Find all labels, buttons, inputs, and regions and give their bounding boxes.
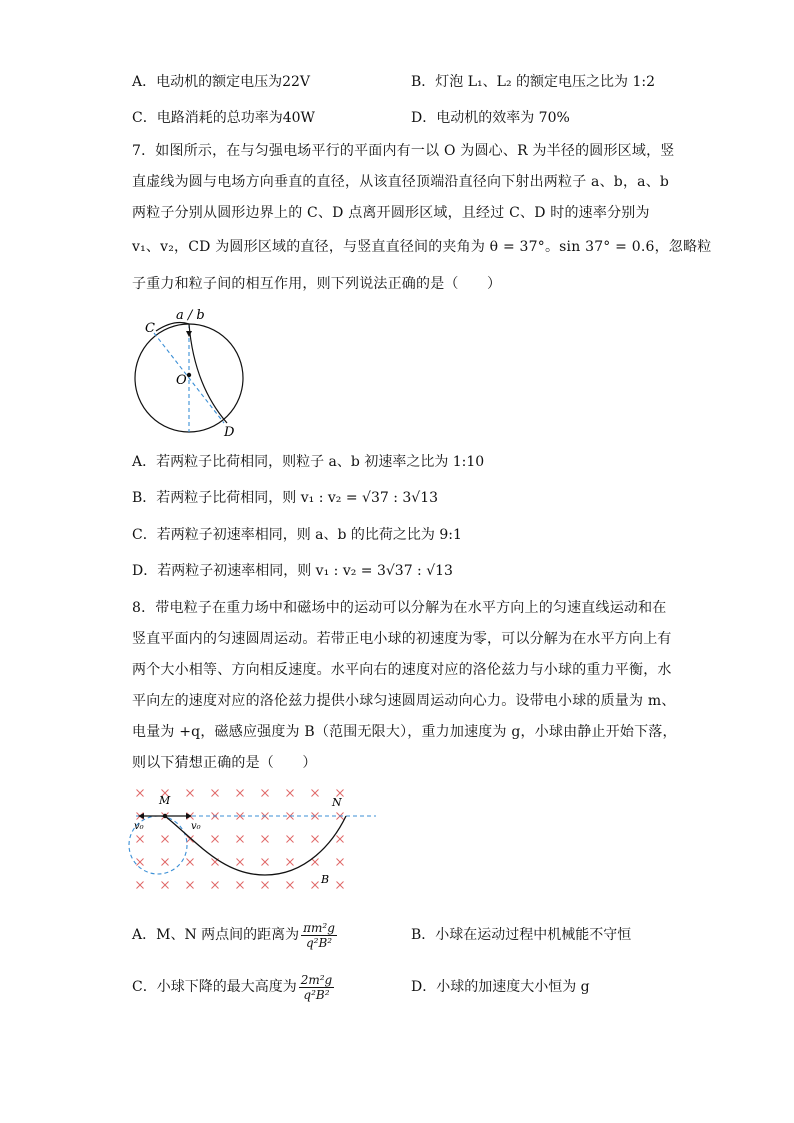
fraction — [299, 973, 335, 1002]
q6-option-d[interactable]: D．电动机的效率为 70% — [411, 110, 570, 126]
fraction — [301, 921, 337, 950]
arrow-right-icon — [186, 813, 192, 819]
q8-option-b[interactable]: B．小球在运动过程中机械能不守恒 — [411, 927, 632, 943]
q7-option-b[interactable]: B．若两粒子比荷相同，则 v₁ : v₂ = √37 : 3√13 — [132, 490, 439, 506]
q8-magnetic-field-figure — [128, 783, 380, 898]
label-d: D — [224, 425, 235, 440]
q8-stem-line-4: 平向左的速度对应的洛伦兹力提供小球匀速圆周运动向心力。设带电小球的质量为 m、 — [132, 693, 676, 709]
label-v0-right: v₀ — [191, 821, 201, 832]
q7-option-d[interactable]: D．若两粒子初速率相同，则 v₁ : v₂ = 3√37 : √13 — [132, 563, 453, 579]
q7-stem-line-2: 直虚线为圆与电场方向垂直的直径，从该直径顶端沿直径向下射出两粒子 a、b，a、b — [132, 174, 670, 190]
fraction-numerator: πm²g — [303, 920, 335, 935]
label-c: C — [145, 321, 155, 336]
q7-stem-line-1: 7．如图所示，在与匀强电场平行的平面内有一以 O 为圆心、R 为半径的圆形区域，竖 — [132, 143, 675, 159]
q8-option-a-prefix: A．M、N 两点间的距离为 — [132, 927, 300, 943]
label-o: O — [176, 373, 187, 388]
label-b: B — [321, 873, 330, 886]
q7-circle-figure — [128, 305, 258, 440]
fraction-denominator: q²B² — [305, 935, 333, 950]
center-point — [187, 373, 191, 377]
q8-stem-line-5: 电量为 +q，磁感应强度为 B（范围无限大），重力加速度为 g，小球由静止开始下落， — [132, 724, 677, 740]
trajectory-b — [189, 324, 227, 423]
label-v0-left: v₀ — [134, 821, 144, 832]
q8-option-c-prefix: C．小球下降的最大高度为 — [132, 979, 297, 995]
q7-stem-line-5: 子重力和粒子间的相互作用，则下列说法正确的是（ ） — [132, 276, 502, 292]
q8-stem-line-6: 则以下猜想正确的是（ ） — [132, 755, 317, 771]
q8-option-c[interactable] — [132, 970, 334, 1004]
q6-option-a[interactable]: A．电动机的额定电压为22V — [132, 74, 311, 90]
point-m — [163, 814, 167, 818]
q6-option-c[interactable]: C．电路消耗的总功率为40W — [132, 110, 315, 126]
q6-option-b[interactable]: B．灯泡 L₁、L₂ 的额定电压之比为 1:2 — [411, 74, 655, 90]
arrow-left-icon — [138, 813, 144, 819]
q8-stem-line-1: 8．带电粒子在重力场中和磁场中的运动可以分解为在水平方向上的匀速直线运动和在 — [132, 600, 667, 616]
label-m: M — [159, 794, 171, 807]
arrow-down-icon — [186, 331, 192, 337]
q8-option-d[interactable]: D．小球的加速度大小恒为 g — [411, 979, 590, 995]
fraction-denominator: q²B² — [303, 987, 330, 1002]
q7-option-a[interactable]: A．若两粒子比荷相同，则粒子 a、b 初速率之比为 1:10 — [132, 454, 485, 470]
q7-option-c[interactable]: C．若两粒子初速率相同，则 a、b 的比荷之比为 9:1 — [132, 527, 462, 543]
q7-stem-line-3: 两粒子分别从圆形边界上的 C、D 点离开圆形区域，且经过 C、D 时的速率分别为 — [132, 205, 650, 221]
q8-stem-line-2: 竖直平面内的匀速圆周运动。若带正电小球的初速度为零，可以分解为在水平方向上有 — [132, 631, 672, 647]
q7-stem-line-4: v₁、v₂，CD 为圆形区域的直径，与竖直直径间的夹角为 θ = 37°。sin 37° = 0.6，忽略粒 — [132, 239, 712, 255]
q8-option-a[interactable] — [132, 918, 337, 952]
label-ab: a / b — [176, 308, 205, 323]
fraction-numerator: 2m²g — [300, 972, 333, 987]
q8-stem-line-3: 两个大小相等、方向相反速度。水平向右的速度对应的洛伦兹力与小球的重力平衡，水 — [132, 662, 672, 678]
label-n: N — [332, 796, 342, 809]
